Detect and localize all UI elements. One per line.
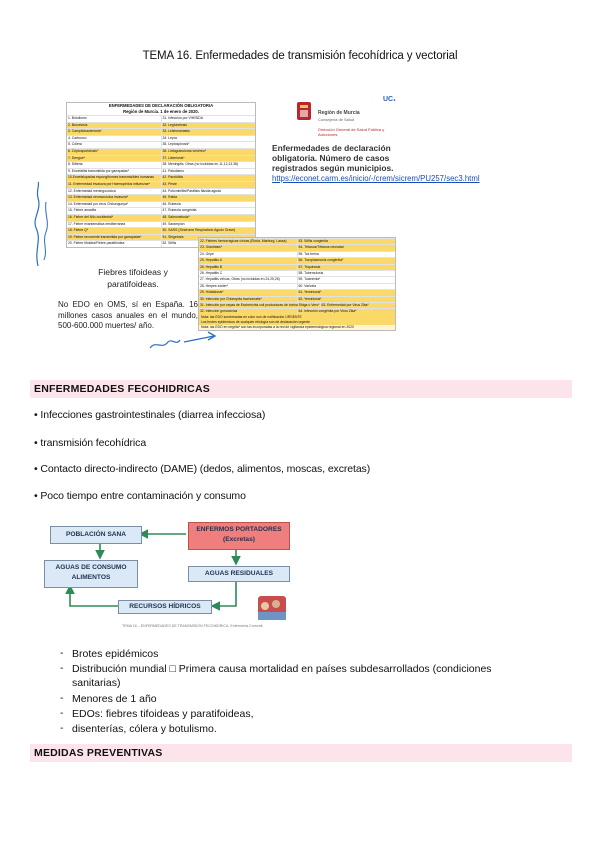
table-cell: 35. Leptospirosis* bbox=[161, 142, 256, 148]
table-row bbox=[199, 308, 395, 314]
table-cell: 62. Yersiniosis* bbox=[297, 297, 396, 302]
list-item: Menores de 1 año bbox=[72, 693, 157, 705]
table-cell: 48. Salmonelosis* bbox=[161, 215, 256, 221]
table-cell: 7. Dengue* bbox=[67, 156, 161, 162]
table-cell: 49. Sarampión bbox=[161, 222, 256, 228]
table-row bbox=[67, 115, 255, 122]
table-cell: 13. Enfermedad neumocócica invasora* bbox=[67, 195, 161, 201]
table-row bbox=[67, 194, 255, 201]
table-cell: 30. Infección por Chlamydia trachomatis* bbox=[199, 297, 297, 302]
table-row bbox=[67, 122, 255, 129]
bullet-item: • transmisión fecohídrica bbox=[34, 437, 147, 449]
list-marker: - bbox=[60, 707, 64, 719]
table-row bbox=[199, 296, 395, 302]
table-cell: 23. Giardiasis* bbox=[199, 245, 297, 250]
table-cell: 61. Yersiniosis* bbox=[297, 290, 396, 295]
table-row bbox=[67, 128, 255, 135]
diagram-node-aguas-consumo bbox=[44, 560, 138, 588]
table-cell: 43. Peste bbox=[161, 182, 256, 188]
diagram-node-poblacion-sana: POBLACIÓN SANA bbox=[50, 526, 142, 544]
table-cell: 57. Triquinosis bbox=[297, 265, 396, 270]
edo-table-2 bbox=[198, 237, 396, 331]
table-cell: 55. Tos ferina bbox=[297, 252, 396, 257]
table-row bbox=[67, 148, 255, 155]
table-cell: 27. Hepatitis víricas, Otras (no incluidas en 24,25,26) bbox=[200, 277, 280, 282]
table-row bbox=[67, 155, 255, 162]
diagram-caption: TEMA 16 – ENFERMEDADES DE TRANSMISIÓN FECOHÍDRICA. Enfermería Comunit bbox=[122, 624, 263, 628]
table-cell: 45. Rabia bbox=[161, 195, 256, 201]
table-cell: 31. Infección por VIH/SIDA bbox=[161, 116, 256, 122]
table-cell: 50. SARS (Síndrome Respiratorio Agudo Grave) bbox=[161, 228, 256, 234]
region-murcia-logo-icon bbox=[296, 101, 312, 123]
table-row bbox=[67, 168, 255, 175]
table-cell: 22. Fiebres hemorrágicas víricas (Ébola, Marburg, Lassa) bbox=[199, 239, 297, 244]
region-sub: Consejería de Salud bbox=[318, 117, 355, 122]
table-cell: 3. Campilobacteriosis* bbox=[67, 129, 161, 135]
list-item: disenterías, cólera y botulismo. bbox=[72, 723, 217, 735]
cases-description bbox=[272, 143, 480, 184]
list-marker: - bbox=[60, 722, 64, 734]
table-cell: 17. Fiebre exantemática mediterránea bbox=[68, 221, 126, 226]
handwritten-annotation-arrow bbox=[148, 328, 218, 356]
table-row bbox=[67, 214, 255, 221]
edo-note: No EDO en OMS, sí en España. 16 millones casos anuales en el mundo, 500-600.000 muertes/ año. bbox=[58, 300, 198, 331]
table-cell: 28. Herpes zóster* bbox=[200, 283, 229, 288]
section-title: ENFERMEDADES FECOHIDRICAS bbox=[34, 383, 210, 395]
table-row bbox=[199, 264, 395, 270]
table-cell: 32. Infección gonocócica bbox=[199, 309, 297, 314]
table-row bbox=[199, 251, 395, 257]
list-item: EDOs: fiebres tifoideas y paratifoideas, bbox=[72, 708, 254, 720]
table-cell: 33. Leishmaniasis bbox=[161, 129, 256, 135]
table-row bbox=[67, 141, 255, 148]
table-row bbox=[199, 302, 395, 308]
table-cell: 47. Rubeola congénita bbox=[161, 208, 256, 214]
table-cell: 4. Carbunco bbox=[68, 135, 87, 140]
region-direction: Dirección General de Salud Pública y Adicciones bbox=[318, 127, 385, 137]
table-cell: 56. Toxoplasmosis congénita* bbox=[297, 258, 396, 263]
list-item: Brotes epidémicos bbox=[72, 648, 159, 660]
table-cell: 42. Parotiditis bbox=[161, 175, 256, 181]
table-row bbox=[199, 270, 395, 276]
table-cell: 34. Lepra bbox=[161, 136, 256, 142]
table-row bbox=[67, 207, 255, 214]
table-row bbox=[199, 238, 395, 244]
diagram-node-enfermos-portadores bbox=[188, 522, 290, 550]
table-row bbox=[67, 201, 255, 208]
table-row bbox=[67, 161, 255, 168]
table-cell: 24. Gripe bbox=[200, 251, 214, 256]
table-cell: 52. Sífilis bbox=[161, 241, 256, 247]
cases-text: Enfermedades de declaración obligatoria. Número de casos registrados según municipios. bbox=[272, 143, 394, 174]
bullet-item: • Contacto directo-indirecto (DAME) (dedos, alimentos, moscas, excretas) bbox=[34, 463, 371, 475]
table-cell: 5. Cólera bbox=[68, 142, 82, 147]
fiebres-line-2: paratifoideas. bbox=[107, 279, 159, 289]
table-cell: 41. Paludismo bbox=[161, 169, 256, 175]
list-item: Distribución mundial □ Primera causa mortalidad en países subdesarrollados (condiciones sanitarias) bbox=[72, 663, 492, 689]
table-cell: 8. Difteria bbox=[68, 162, 83, 167]
section-title: MEDIDAS PREVENTIVAS bbox=[34, 747, 163, 759]
table-note-1: Nota: las EDO sombreadas en color son de notificación URGENTE bbox=[199, 315, 395, 320]
table-row bbox=[67, 221, 255, 228]
table-row bbox=[199, 289, 395, 295]
table-cell: 12. Enfermedad meningocócica bbox=[68, 188, 116, 193]
table-row bbox=[67, 174, 255, 181]
bullet-item: • Infecciones gastrointestinales (diarrea infecciosa) bbox=[34, 409, 266, 421]
transmission-cycle-diagram bbox=[40, 516, 300, 628]
edo-table-subheader: Región de Murcia. 1 de enero de 2020. bbox=[123, 109, 199, 114]
table-cell: 36. Linfogranuloma venéreo* bbox=[161, 149, 256, 155]
table-cell: 44. Poliomielitis/Parálisis flácida aguda bbox=[161, 189, 256, 195]
table-row bbox=[199, 276, 395, 282]
table-cell: 37. Listeriosis* bbox=[161, 156, 256, 162]
bullet-item: • Poco tiempo entre contaminación y consumo bbox=[34, 490, 246, 502]
table-cell: 64. Infección congénita por Virus Zika* bbox=[297, 309, 396, 314]
table-cell: 9. Encefalitis transmitida por garrapatas* bbox=[68, 168, 130, 173]
table-cell: 18. Fiebre Q* bbox=[67, 228, 161, 234]
table-cell: 29. Hidatidosis* bbox=[199, 290, 297, 295]
table-cell: 20. Fiebre tifoidea/Fiebre paratifoidea bbox=[68, 241, 125, 246]
list-marker: - bbox=[60, 692, 64, 704]
table-row bbox=[199, 244, 395, 250]
diagram-node-label: (Excretas) bbox=[223, 536, 255, 543]
diagram-node-recursos-hidricos: RECURSOS HÍDRICOS bbox=[118, 600, 212, 614]
section-header-fecohidricas bbox=[30, 380, 572, 398]
fiebres-caption bbox=[78, 266, 188, 290]
table-cell: 6. Criptosporidiosis* bbox=[67, 149, 161, 155]
table-cell: 1. Botulismo bbox=[68, 116, 87, 120]
section-header-medidas bbox=[30, 744, 572, 762]
table-note-3: Nota: las EDO en negrita* son las incorporadas a la red de vigilancia epidemiológica regional en 2020 bbox=[199, 325, 395, 330]
table-cell: 31. Infección por cepas de Escherichia coli productoras de toxina Shiga o Vero* bbox=[200, 302, 320, 307]
handwritten-annotation-vertical bbox=[28, 180, 54, 270]
region-name: Región de Murcia bbox=[318, 110, 360, 116]
table-cell: 51. Shigelosis bbox=[161, 235, 256, 241]
table-cell: 19. Fiebre recurrente transmitida por garrapatas* bbox=[67, 235, 161, 241]
document-title: TEMA 16. Enfermedades de transmisión fecohídrica y vectorial bbox=[142, 50, 458, 62]
table-note-2: Los brotes epidémicos de cualquier etiología son de declaración urgente bbox=[199, 320, 395, 325]
table-row bbox=[199, 257, 395, 263]
table-row bbox=[67, 135, 255, 142]
table-cell: 60. Varicela bbox=[297, 284, 396, 289]
diagram-node-aguas-residuales: AGUAS RESIDUALES bbox=[188, 566, 290, 582]
diagram-node-label: ENFERMOS PORTADORES bbox=[196, 526, 282, 533]
table-cell: 15. Fiebre amarilla bbox=[68, 208, 97, 213]
table-cell: 26. Hepatitis B bbox=[199, 265, 297, 270]
table-cell: 46. Rubeola bbox=[161, 202, 256, 208]
table-cell: 2. Brucelosis bbox=[67, 123, 161, 129]
table-cell: 16. Fiebre del Nilo occidental* bbox=[67, 215, 161, 221]
table-cell: 10.Encefalopatías espongiformes transmisibles humanas bbox=[67, 175, 161, 181]
edo-table-1 bbox=[66, 102, 256, 248]
table-row bbox=[199, 283, 395, 289]
table-cell: 59. Tularemia* bbox=[297, 277, 396, 282]
table-cell: 14. Enfermedad por virus Chikungunya* bbox=[68, 201, 129, 206]
table-cell: 32. Legionelosis bbox=[161, 123, 256, 129]
table-cell: 54. Tétanos/Tétanos neonatal bbox=[297, 245, 396, 250]
table-row bbox=[67, 181, 255, 188]
list-marker: - bbox=[60, 647, 64, 659]
table-cell: 26. Hepatitis C bbox=[200, 270, 223, 275]
fiebres-line-1: Fiebres tifoideas y bbox=[98, 267, 168, 277]
children-photo-icon bbox=[258, 596, 286, 620]
diagram-node-label: ALIMENTOS bbox=[71, 574, 111, 581]
table-cell: 58. Tuberculosis bbox=[297, 271, 396, 276]
table-row bbox=[67, 227, 255, 234]
table-cell: 63. Enfermedad por Virus Zika* bbox=[320, 303, 396, 308]
cases-link[interactable]: https://econet.carm.es/inicio/-/crem/sicrem/PU257/sec3.html bbox=[272, 173, 480, 183]
diagram-node-label: AGUAS DE CONSUMO bbox=[55, 564, 127, 571]
uc-mark: UC₁ bbox=[383, 96, 397, 103]
table-cell: 38. Meningitis, Otras (no incluidas en 11,12,13,38) bbox=[161, 162, 256, 168]
edo-table-header: ENFERMEDADES DE DECLARACIÓN OBLIGATORIA bbox=[108, 103, 214, 108]
table-row bbox=[67, 188, 255, 195]
table-cell: 11. Enfermedad invasora por Haemophilus influenzae* bbox=[67, 182, 161, 188]
table-cell: 53. Sífilis congénita bbox=[297, 239, 396, 244]
table-cell: 25. Hepatitis A bbox=[199, 258, 297, 263]
list-marker: - bbox=[60, 662, 64, 674]
